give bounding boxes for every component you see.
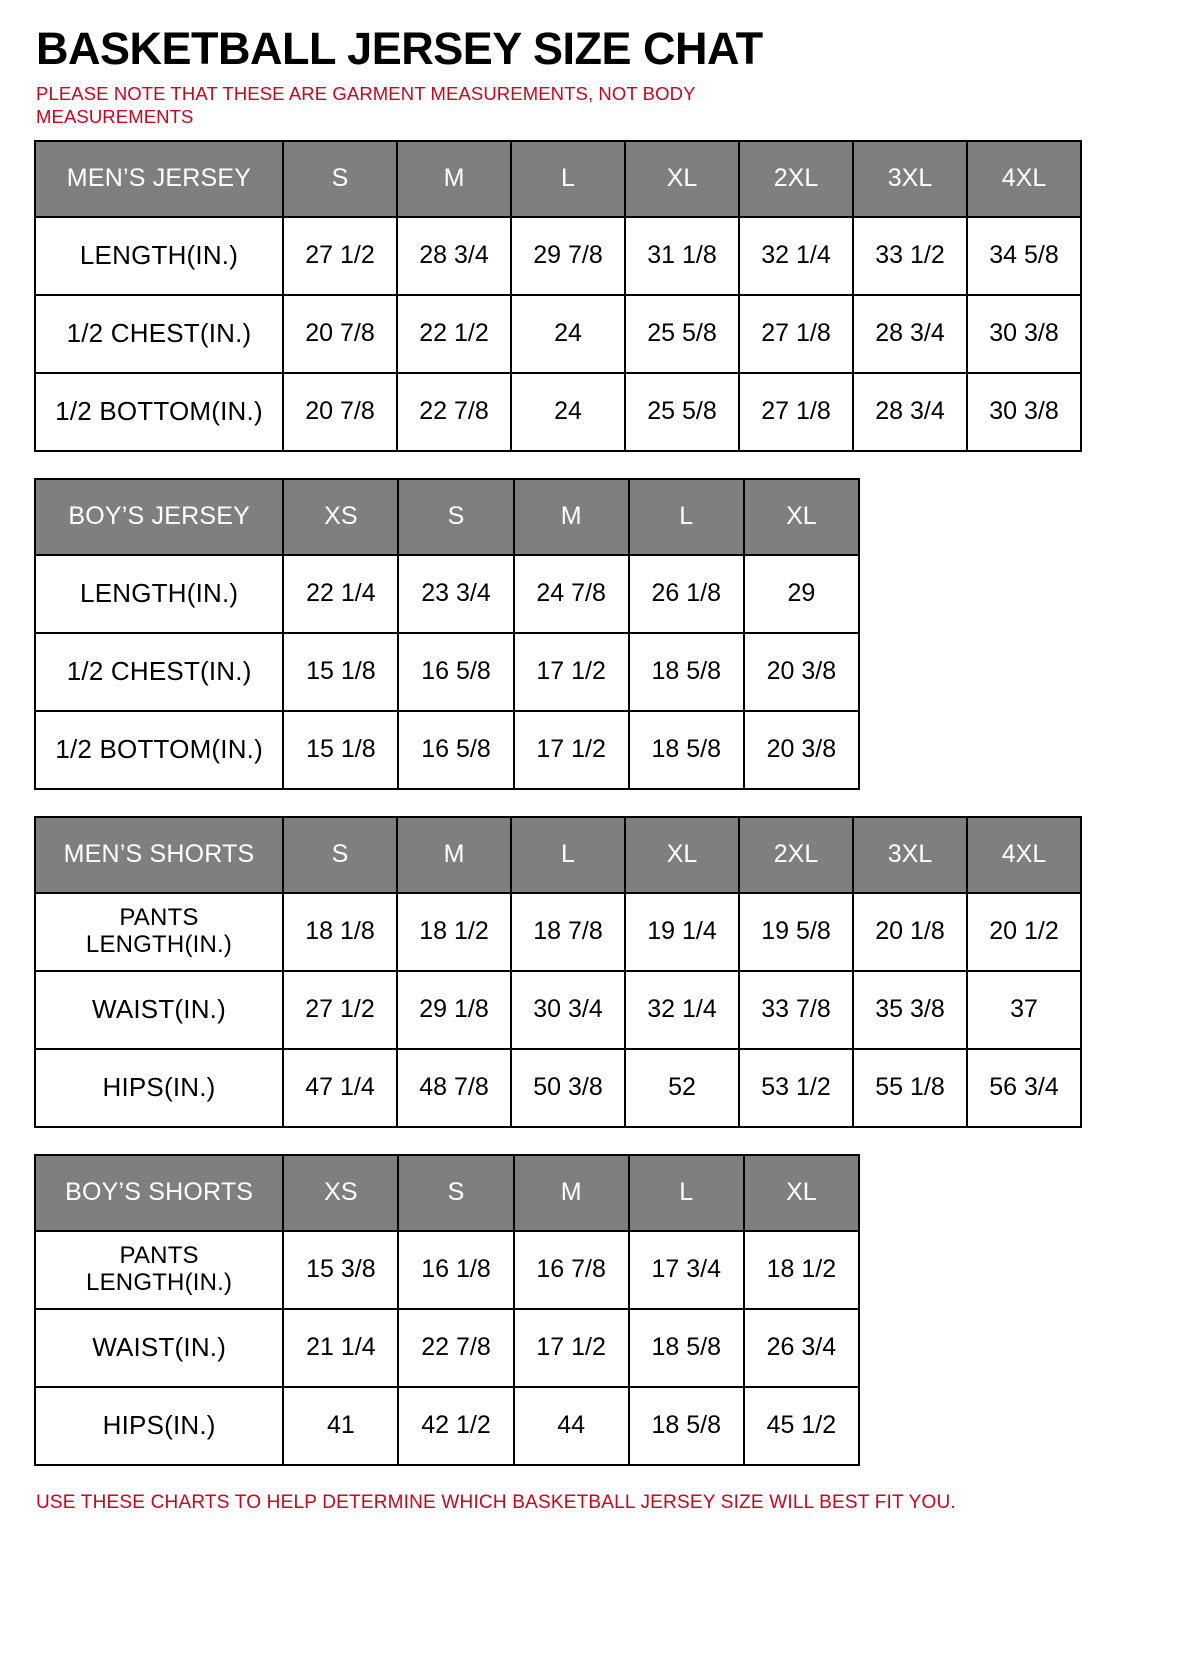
footer-note: USE THESE CHARTS TO HELP DETERMINE WHICH BASKETBALL JERSEY SIZE WILL BEST FIT YOU. (36, 1491, 956, 1513)
table-row (35, 295, 1081, 373)
row-label: LENGTH(IN.) (35, 555, 283, 633)
measurement-cell: 33 7/8 (739, 971, 853, 1049)
measurement-cell: 20 7/8 (283, 373, 397, 451)
measurement-cell: 26 1/8 (629, 555, 744, 633)
measurement-cell: 52 (625, 1049, 739, 1127)
size-header-m: M (397, 817, 511, 893)
table-row (35, 711, 859, 789)
measurement-cell: 22 7/8 (397, 373, 511, 451)
measurement-cell: 15 1/8 (283, 633, 398, 711)
measurement-cell: 27 1/2 (283, 971, 397, 1049)
table-row (35, 555, 859, 633)
size-header-s: S (283, 817, 397, 893)
measurement-cell: 18 5/8 (629, 1309, 744, 1387)
measurement-cell: 18 7/8 (511, 893, 625, 971)
table-header-label: MEN’S JERSEY (35, 141, 283, 217)
measurement-cell: 25 5/8 (625, 295, 739, 373)
measurement-cell: 15 3/8 (283, 1231, 398, 1309)
measurement-cell: 30 3/8 (967, 295, 1081, 373)
measurement-cell: 42 1/2 (398, 1387, 513, 1465)
table-header-label: MEN’S SHORTS (35, 817, 283, 893)
measurement-cell: 18 1/2 (397, 893, 511, 971)
size-table-mens-shorts (34, 816, 1082, 1128)
table-row (35, 1049, 1081, 1127)
measurement-cell: 17 3/4 (629, 1231, 744, 1309)
size-header-s: S (398, 1155, 513, 1231)
size-header-m: M (514, 479, 629, 555)
size-header-m: M (514, 1155, 629, 1231)
size-header-l: L (629, 1155, 744, 1231)
measurement-cell: 30 3/8 (967, 373, 1081, 451)
measurement-cell: 18 1/2 (744, 1231, 859, 1309)
measurement-cell: 18 5/8 (629, 711, 744, 789)
size-header-m: M (397, 141, 511, 217)
size-header-s: S (398, 479, 513, 555)
measurement-cell: 41 (283, 1387, 398, 1465)
table-header-row (35, 141, 1081, 217)
measurement-note: PLEASE NOTE THAT THESE ARE GARMENT MEASUREMENTS, NOT BODY MEASUREMENTS (36, 82, 696, 127)
row-label: WAIST(IN.) (35, 1309, 283, 1387)
size-header-2xl: 2XL (739, 141, 853, 217)
measurement-cell: 29 1/8 (397, 971, 511, 1049)
measurement-cell: 18 5/8 (629, 1387, 744, 1465)
measurement-cell: 44 (514, 1387, 629, 1465)
table-header-row (35, 1155, 859, 1231)
measurement-cell: 23 3/4 (398, 555, 513, 633)
row-label: PANTS LENGTH(IN.) (35, 893, 283, 971)
measurement-cell: 20 1/8 (853, 893, 967, 971)
size-header-s: S (283, 141, 397, 217)
size-header-4xl: 4XL (967, 817, 1081, 893)
measurement-cell: 15 1/8 (283, 711, 398, 789)
measurement-cell: 32 1/4 (739, 217, 853, 295)
size-header-4xl: 4XL (967, 141, 1081, 217)
measurement-cell: 20 3/8 (744, 633, 859, 711)
size-header-l: L (629, 479, 744, 555)
measurement-cell: 28 3/4 (853, 295, 967, 373)
measurement-cell: 20 7/8 (283, 295, 397, 373)
table-header-row (35, 479, 859, 555)
row-label: LENGTH(IN.) (35, 217, 283, 295)
table-header-label: BOY’S SHORTS (35, 1155, 283, 1231)
size-header-xl: XL (625, 817, 739, 893)
measurement-cell: 55 1/8 (853, 1049, 967, 1127)
measurement-cell: 18 1/8 (283, 893, 397, 971)
measurement-cell: 24 (511, 295, 625, 373)
measurement-cell: 35 3/8 (853, 971, 967, 1049)
row-label: 1/2 BOTTOM(IN.) (35, 373, 283, 451)
table-row (35, 893, 1081, 971)
measurement-cell: 47 1/4 (283, 1049, 397, 1127)
size-table-boys-shorts (34, 1154, 860, 1466)
measurement-cell: 22 1/4 (283, 555, 398, 633)
measurement-cell: 22 1/2 (397, 295, 511, 373)
measurement-cell: 21 1/4 (283, 1309, 398, 1387)
table-row (35, 1387, 859, 1465)
measurement-cell: 34 5/8 (967, 217, 1081, 295)
measurement-cell: 24 7/8 (514, 555, 629, 633)
measurement-cell: 19 5/8 (739, 893, 853, 971)
table-header-label: BOY’S JERSEY (35, 479, 283, 555)
measurement-cell: 30 3/4 (511, 971, 625, 1049)
size-tables-container (34, 140, 1166, 1466)
measurement-cell: 16 5/8 (398, 633, 513, 711)
table-row (35, 217, 1081, 295)
measurement-cell: 29 7/8 (511, 217, 625, 295)
measurement-cell: 18 5/8 (629, 633, 744, 711)
measurement-cell: 29 (744, 555, 859, 633)
measurement-cell: 19 1/4 (625, 893, 739, 971)
measurement-cell: 20 3/8 (744, 711, 859, 789)
measurement-cell: 16 1/8 (398, 1231, 513, 1309)
table-row (35, 633, 859, 711)
measurement-cell: 32 1/4 (625, 971, 739, 1049)
measurement-cell: 24 (511, 373, 625, 451)
size-header-xl: XL (744, 1155, 859, 1231)
table-row (35, 971, 1081, 1049)
measurement-cell: 20 1/2 (967, 893, 1081, 971)
measurement-cell: 28 3/4 (397, 217, 511, 295)
size-header-3xl: 3XL (853, 141, 967, 217)
row-label: HIPS(IN.) (35, 1387, 283, 1465)
row-label: 1/2 CHEST(IN.) (35, 295, 283, 373)
measurement-cell: 50 3/8 (511, 1049, 625, 1127)
measurement-cell: 25 5/8 (625, 373, 739, 451)
size-header-xl: XL (625, 141, 739, 217)
table-row (35, 1231, 859, 1309)
measurement-cell: 45 1/2 (744, 1387, 859, 1465)
measurement-cell: 16 7/8 (514, 1231, 629, 1309)
measurement-cell: 31 1/8 (625, 217, 739, 295)
size-header-xl: XL (744, 479, 859, 555)
measurement-cell: 56 3/4 (967, 1049, 1081, 1127)
row-label: 1/2 CHEST(IN.) (35, 633, 283, 711)
row-label: HIPS(IN.) (35, 1049, 283, 1127)
measurement-cell: 37 (967, 971, 1081, 1049)
table-row (35, 1309, 859, 1387)
page-title: BASKETBALL JERSEY SIZE CHAT (36, 23, 763, 74)
measurement-cell: 22 7/8 (398, 1309, 513, 1387)
measurement-cell: 17 1/2 (514, 633, 629, 711)
size-header-l: L (511, 141, 625, 217)
size-header-2xl: 2XL (739, 817, 853, 893)
row-label: WAIST(IN.) (35, 971, 283, 1049)
size-header-xs: XS (283, 479, 398, 555)
size-header-3xl: 3XL (853, 817, 967, 893)
size-table-mens-jersey (34, 140, 1082, 452)
row-label: 1/2 BOTTOM(IN.) (35, 711, 283, 789)
row-label: PANTS LENGTH(IN.) (35, 1231, 283, 1309)
size-header-l: L (511, 817, 625, 893)
measurement-cell: 16 5/8 (398, 711, 513, 789)
measurement-cell: 17 1/2 (514, 711, 629, 789)
measurement-cell: 28 3/4 (853, 373, 967, 451)
measurement-cell: 27 1/8 (739, 373, 853, 451)
measurement-cell: 26 3/4 (744, 1309, 859, 1387)
size-header-xs: XS (283, 1155, 398, 1231)
size-table-boys-jersey (34, 478, 860, 790)
measurement-cell: 17 1/2 (514, 1309, 629, 1387)
measurement-cell: 27 1/8 (739, 295, 853, 373)
measurement-cell: 48 7/8 (397, 1049, 511, 1127)
table-header-row (35, 817, 1081, 893)
measurement-cell: 33 1/2 (853, 217, 967, 295)
table-row (35, 373, 1081, 451)
measurement-cell: 53 1/2 (739, 1049, 853, 1127)
measurement-cell: 27 1/2 (283, 217, 397, 295)
